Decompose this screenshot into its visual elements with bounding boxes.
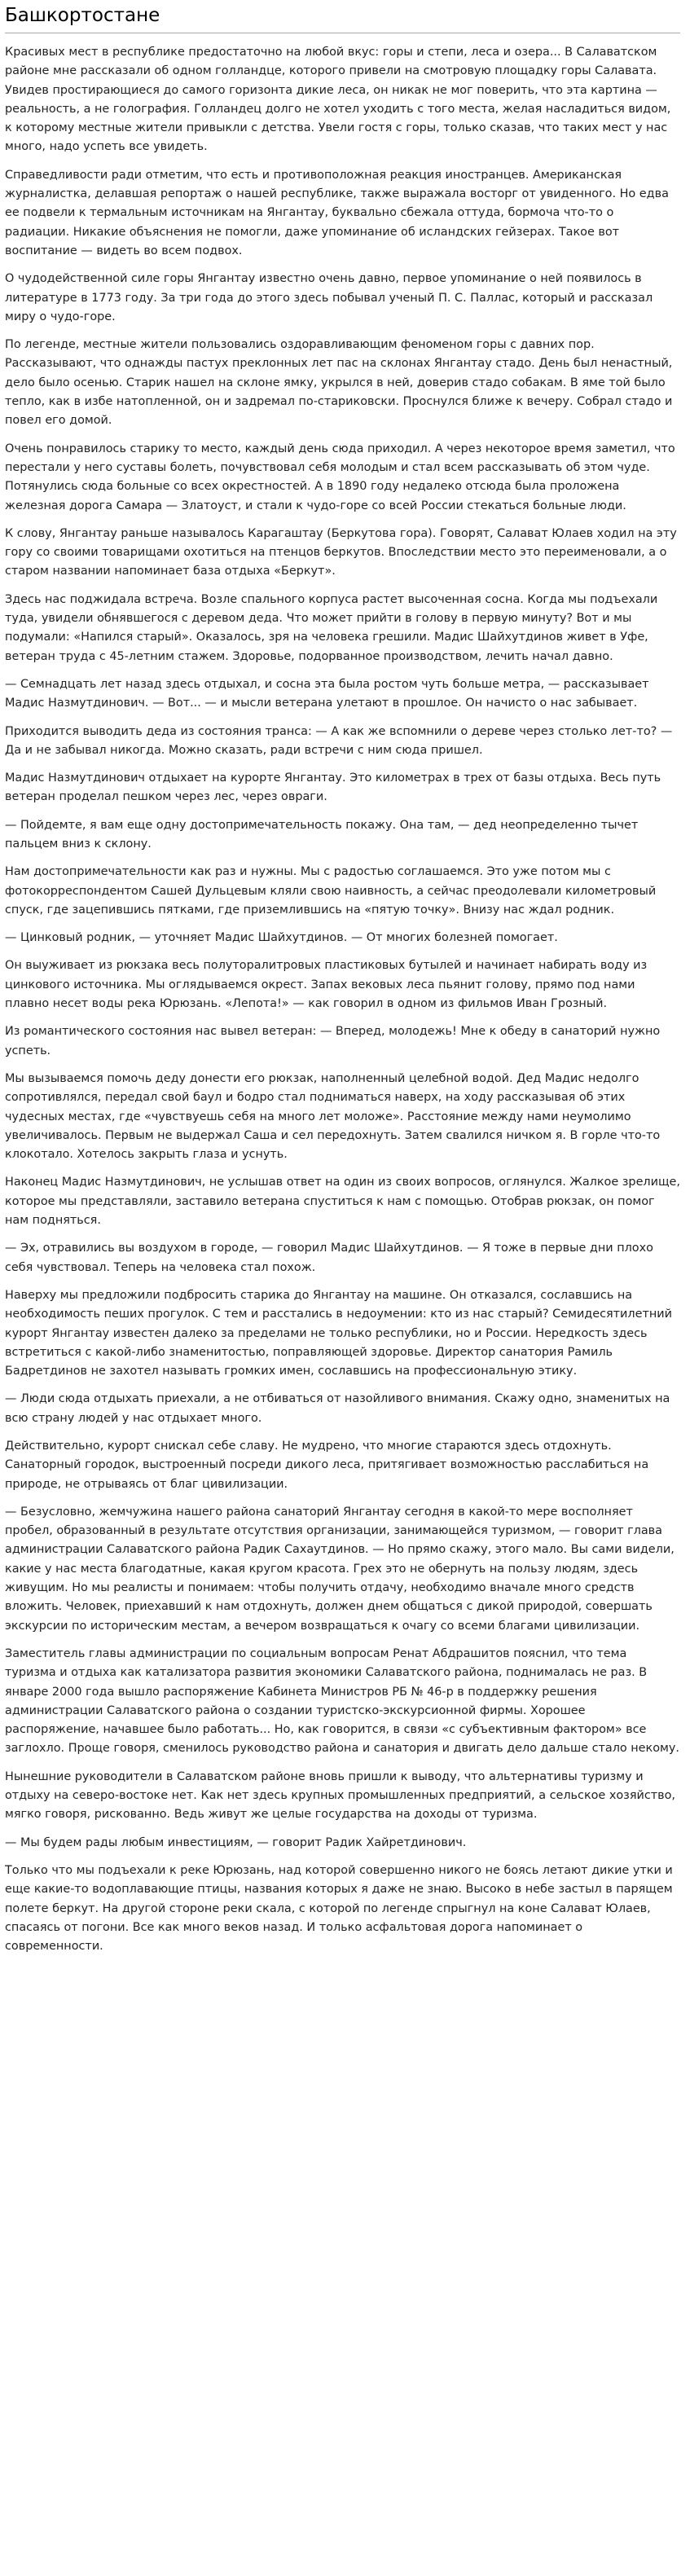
article-paragraph: Заместитель главы администрации по социальным вопросам Ренат Абдрашитов пояснил, что тема туризма и отдыха как катализатора развития экономики Салаватского района, поднималась не раз. В январе 2000 года вышло распоряжение Кабинета Министров РБ № 46-р в поддержку решения администрации Салаватского района о создании туристско-экскурсионной фирмы. Хорошее распоряжение, начавшее было работать... Но, как говорится, в связи «с субъективным фактором» все заглохло. Проще говоря, сменилось руководство района и санатория и двигать дело дальше стало некому.	[5, 1646, 679, 1756]
article-paragraph: О чудодейственной силе горы Янгантау известно очень давно, первое упоминание о ней появилось в литературе в 1773 году. За три года до этого здесь побывал ученый П. С. Паллас, который и рассказал миру о чудо-горе.	[5, 272, 653, 323]
article-paragraph: Из романтического состояния нас вывел ветеран: — Вперед, молодежь! Мне к обеду в санаторий нужно успеть.	[5, 1025, 661, 1057]
article-paragraph: Только что мы подъехали к реке Юрюзань, над которой совершенно никого не боясь летают дикие утки и еще какие-то водоплавающие птицы, названия которых я даже не знаю. Высоко в небе застыл в парящем полете беркут. На другой стороне реки скала, с которой по легенде спрыгнул на коне Салават Юлаев, спасаясь от погони. Все как много веков назад. И только асфальтовая дорога напоминает о современности.	[5, 1863, 673, 1954]
article-paragraph: Мадис Назмутдинович отдыхает на курорте Янгантау. Это километрах в трех от базы отдыха. Весь путь ветеран проделал пешком через лес, через овраги.	[5, 771, 661, 804]
article-paragraph: По легенде, местные жители пользовались оздоравливающим феноменом горы с давних пор. Рассказывают, что однажды пастух преклонных лет пас на склонах Янгантау стадо. День был ненастный, дело было осенью. Старик нашел на склоне ямку, укрылся в ней, доверив стадо собакам. В яме той было тепло, как в избе натопленной, он и задремал по-стариковски. Проснулся ближе к вечеру. Собрал стадо и повел его домой.	[5, 338, 673, 428]
article-paragraph: Справедливости ради отметим, что есть и противоположная реакция иностранцев. Американская журналистка, делавшая репортаж о нашей республике, также выражала восторг от увиденного. Но едва ее подвели к термальным источникам на Янгантау, буквально сбежала оттуда, бормоча что-то о радиации. Никакие объяснения не помогли, даже упоминание об исландских гейзерах. Такое вот воспитание — видеть во всем подвох.	[5, 168, 669, 257]
article-paragraph: — Мы будем рады любым инвестициям, — говорит Радик Хайретдинович.	[5, 1835, 467, 1849]
article-paragraph: Он выуживает из рюкзака весь полуторалитровых пластиковых бутылей и начинает набирать воду из цинкового источника. Мы оглядываемся окрест. Запах вековых леса пьянит голову, прямо под нами плавно несет воды река Юрюзань. «Лепота!» — как говорил в одном из фильмов Иван Грозный.	[5, 959, 648, 1011]
article-paragraph: Нынешние руководители в Салаватском районе вновь пришли к выводу, что альтернативы туризму и отдыху на северо-востоке нет. Как нет здесь крупных промышленных предприятий, а сельское хозяйство, мягко говоря, рискованно. Ведь живут же целые государства на доходы от туризма.	[5, 1769, 675, 1822]
article-paragraph: — Цинковый родник, — уточняет Мадис Шайхутдинов. — От многих болезней помогает.	[5, 931, 558, 945]
article-body	[5, 43, 680, 1956]
article-paragraph: Действительно, курорт снискал себе славу. Не мудрено, что многие стараются здесь отдохнуть. Санаторный городок, выстроенный посреди дикого леса, притягивает возможностью расслабиться на природе, не отрываясь от благ цивилизации.	[5, 1440, 649, 1491]
article-paragraph: Нам достопримечательности как раз и нужны. Мы с радостью соглашаемся. Это уже потом мы с фотокорреспондентом Сашей Дульцевым кляли свою наивность, а сейчас преодолевали километровый спуск, где зацепившись пятками, где приземлившись на «пятую точку». Внизу нас ждал родник.	[5, 865, 657, 917]
article-paragraph: — Пойдемте, я вам еще одну достопримечательность покажу. Она там, — дед неопределенно тычет пальцем вниз к склону.	[5, 818, 639, 851]
article-title: Башкортостане	[5, 3, 680, 33]
article-paragraph: Здесь нас поджидала встреча. Возле спального корпуса растет высоченная сосна. Когда мы подъехали туда, увидели обнявшегося с деревом деда. Что может прийти в голову в первую минуту? Вот и мы подумали: «Напился старый». Оказалось, зря на человека грешили. Мадис Шайхутдинов живет в Уфе, ветеран труда с 45-летним стажем. Здоровье, подорванное производством, лечить начал давно.	[5, 592, 658, 663]
article-paragraph: — Семнадцать лет назад здесь отдыхал, и сосна эта была ростом чуть больше метра, — рассказывает Мадис Назмутдинович. — Вот... — и мысли ветерана улетают в прошлое. Он начисто о нас забывает.	[5, 677, 649, 710]
article-paragraph: Приходится выводить деда из состояния транса: — А как же вспомнили о дереве через столько лет-то? — Да и не забывал никогда. Можно сказать, ради встречи с ним сюда пришел.	[5, 724, 673, 757]
article-paragraph: Наверху мы предложили подбросить старика до Янгантау на машине. Он отказался, сославшись на необходимость пеших прогулок. С тем и расстались в недоумении: кто из нас старый? Семидесятилетний курорт Янгантау известен далеко за пределами не только республики, но и России. Нередкость здесь встретиться с какой-либо знаменитостью, поправляющей здоровье. Директор санатория Рамиль Бадретдинов не захотел называть громких имен, сославшись на профессиональную этику.	[5, 1288, 672, 1378]
article-paragraph: Мы вызываемся помочь деду донести его рюкзак, наполненный целебной водой. Дед Мадис недолго сопротивлялся, передал свой баул и бодро стал подниматься наверх, на ходу рассказывая об этих чудесных местах, где «чувствуешь себя на много лет моложе». Расстояние между нами неумолимо увеличивалось. Первым не выдержал Саша и сел передохнуть. Затем свалился ничком я. В горле что-то клокотало. Хотелось закрыть глаза и уснуть.	[5, 1071, 661, 1162]
article-paragraph: К слову, Янгантау раньше называлось Карагаштау (Беркутова гора). Говорят, Салават Юлаев ходил на эту гору со своими товарищами охотиться на птенцов беркутов. Впоследствии место это переименовали, а о старом названии напоминает база отдыха «Беркут».	[5, 526, 677, 578]
article-paragraph: — Люди сюда отдыхать приехали, а не отбиваться от назойливого внимания. Скажу одно, знаменитых на всю страну людей у нас отдыхает много.	[5, 1392, 670, 1425]
article-paragraph: Наконец Мадис Назмутдинович, не услышав ответ на один из своих вопросов, оглянулся. Жалкое зрелище, которое мы представляли, заставило ветерана спуститься к нам с помощью. Отобрав рюкзак, он помог нам подняться.	[5, 1176, 680, 1228]
article-paragraph: — Эх, отравились вы воздухом в городе, — говорил Мадис Шайхутдинов. — Я тоже в первые дни плохо себя чувствовал. Теперь на человека стал похож.	[5, 1242, 653, 1274]
article-paragraph: Очень понравилось старику то место, каждый день сюда приходил. А через некоторое время заметил, что перестали у него суставы болеть, почувствовал себя молодым и стал всем рассказывать об этом чуде. Потянулись сюда больные со всех окрестностей. А в 1890 году недалеко отсюда была проложена железная дорога Самара — Златоуст, и стали к чудо-горе со всей России стекаться больные люди.	[5, 442, 675, 512]
article-paragraph: Красивых мест в республике предостаточно на любой вкус: горы и степи, леса и озера... В Салаватском районе мне рассказали об одном голландце, которого привели на смотровую площадку горы Салавата. Увидев простирающиеся до самого горизонта дикие леса, он никак не мог поверить, что эта картина — реальность, а не голография. Голландец долго не хотел уходить с того места, желая насладиться видом, к которому местные жители привыкли с детства. Увели гостя с горы, только сказав, что таких мест у нас много, надо успеть все увидеть.	[5, 46, 671, 154]
article-paragraph: — Безусловно, жемчужина нашего района санаторий Янгантау сегодня в какой-то мере восполняет пробел, образованный в результате отсутствия организации, занимающейся туризмом, — говорит глава администрации Салаватского района Радик Сахаутдинов. — Но прямо скажу, этого мало. Вы сами видели, какие у нас места благодатные, какая кругом красота. Грех это не обернуть на пользу людям, здесь живущим. Но мы реалисты и понимаем: чтобы получить отдачу, необходимо вначале много средств вложить. Человек, приехавший к нам отдохнуть, должен днем общаться с дикой природой, совершать экскурсии по историческим местам, а вечером возвращаться к очагу со всеми благами цивилизации.	[5, 1505, 675, 1633]
